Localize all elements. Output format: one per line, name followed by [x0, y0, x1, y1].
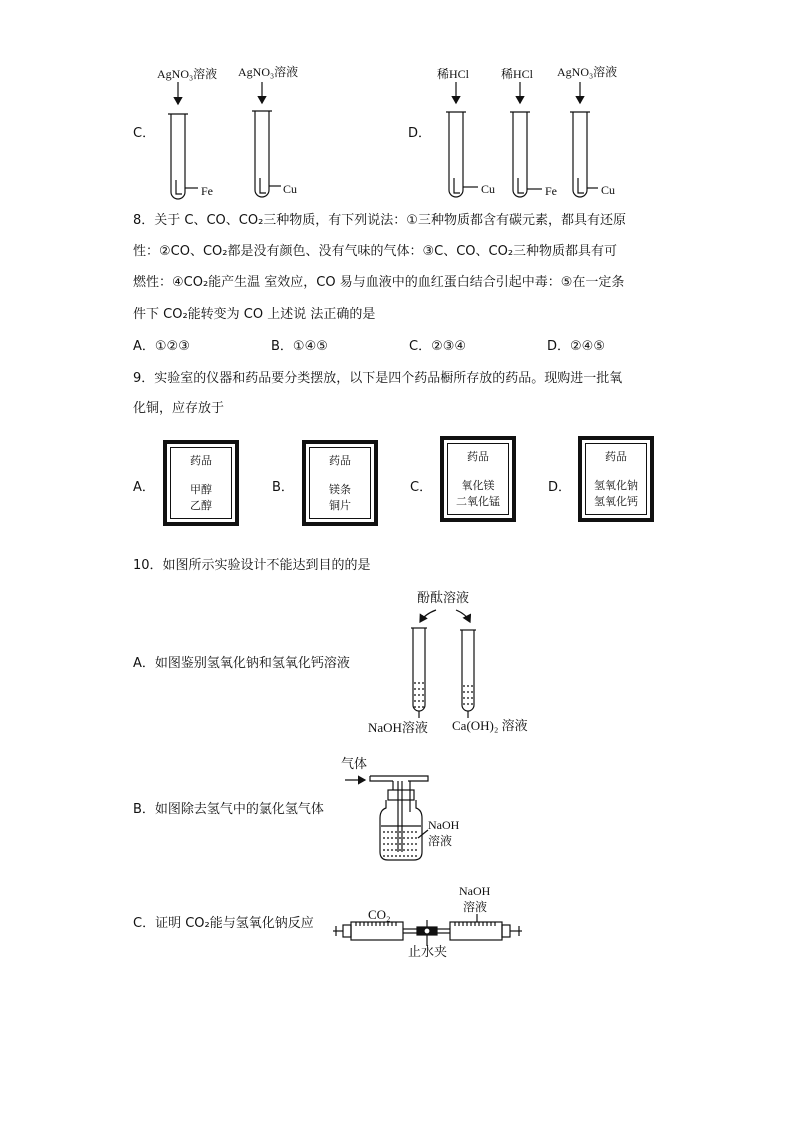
q10-b-solution-label-2: 溶液	[428, 834, 453, 848]
q10-c-syringes	[333, 914, 522, 946]
q10-a-tube-naoh	[411, 628, 427, 718]
q9-cabinet-c-item: 二氧化锰	[456, 495, 500, 508]
q8-line-4: 件下 CO₂能转变为 CO 上述说 法正确的是	[133, 307, 376, 322]
q10-a-reagent: 酚酞溶液	[417, 591, 470, 606]
q8-line-1: 8．关于 C、CO、CO₂三种物质，有下列说法：①三种物质都含有碳元素，都具有还原	[133, 213, 626, 228]
q10-b-gas-bottle	[345, 776, 428, 860]
q10-a-tube-caoh2	[460, 630, 476, 718]
q9-cabinet-d-header: 药品	[605, 450, 627, 463]
q7-d-tube1-metal: Cu	[481, 182, 496, 196]
q8-option-c[interactable]: C．②③④	[409, 339, 467, 354]
q9-cabinet-a-header: 药品	[190, 454, 212, 467]
q10-stem: 10．如图所示实验设计不能达到目的的是	[133, 558, 371, 573]
q8-option-d[interactable]: D．②④⑤	[547, 339, 605, 354]
q10-c-text: C．证明 CO₂能与氢氧化钠反应	[133, 916, 314, 931]
q7-d-tube3-reagent: AgNO₃溶液	[557, 65, 618, 79]
q7-c-tube2-metal: Cu	[283, 182, 298, 196]
q10-b-gas-label: 气体	[341, 757, 368, 772]
q10-a-text: A．如图鉴别氢氧化钠和氢氧化钙溶液	[133, 656, 350, 671]
q8-line-3: 燃性：④CO₂能产生温 室效应，CO 易与血液中的血红蛋白结合引起中毒：⑤在一定条	[133, 275, 625, 290]
q7-c-tube2-reagent: AgNO₃溶液	[238, 65, 299, 79]
q10-b-text: B．如图除去氢气中的氯化氢气体	[133, 802, 324, 817]
q10-a-tube1-label: NaOH溶液	[368, 720, 428, 735]
q7-c-tube1-metal: Fe	[201, 184, 213, 198]
q7-c-tube1-reagent: AgNO₃溶液	[157, 67, 218, 81]
q9-option-a-letter: A．	[133, 480, 155, 495]
q7-d-letter: D．	[408, 126, 432, 141]
q9-option-d-letter: D．	[548, 480, 572, 495]
q10-c-co2-label: CO₂	[368, 907, 391, 922]
q8-option-a[interactable]: A．①②③	[133, 339, 190, 354]
q9-cabinet-b-item: 铜片	[329, 499, 351, 512]
q7-c-tube1	[168, 82, 198, 199]
q7-d-tube2	[510, 82, 542, 197]
q9-cabinet-b-header: 药品	[329, 454, 351, 467]
q10-c-naoh-label-2: 溶液	[463, 900, 488, 914]
q9-cabinet-d-item: 氢氧化钙	[594, 495, 638, 508]
q8-line-2: 性：②CO、CO₂都是没有颜色、没有气味的气体：③C、CO、CO₂三种物质都具有可	[133, 244, 618, 259]
q9-cabinet-d	[578, 436, 654, 522]
q9-cabinet-d-item: 氢氧化钠	[594, 479, 638, 492]
q7-d-tube3	[570, 82, 598, 197]
q9-cabinet-b	[302, 440, 378, 526]
q10-c-naoh-label-1: NaOH	[459, 884, 491, 898]
q9-cabinet-a-item: 甲醇	[190, 483, 212, 496]
q9-cabinet-a-item: 乙醇	[190, 499, 212, 512]
q9-cabinet-c	[440, 436, 516, 522]
q9-cabinet-c-header: 药品	[467, 450, 489, 463]
q7-c-letter: C．	[133, 126, 156, 141]
q9-line-2: 化铜，应存放于	[133, 401, 225, 416]
q7-d-tube3-metal: Cu	[601, 183, 616, 197]
q10-a-tube2-label: Ca(OH)₂ 溶液	[452, 718, 528, 733]
q9-option-c-letter: C．	[410, 480, 433, 495]
q9-cabinet-a	[163, 440, 239, 526]
q10-a-arrows	[420, 610, 470, 622]
q9-cabinet-c-item: 氧化镁	[461, 479, 495, 492]
q7-d-tube1-reagent: 稀HCl	[437, 67, 470, 81]
q10-b-solution-label-1: NaOH	[428, 818, 460, 832]
q9-line-1: 9．实验室的仪器和药品要分类摆放，以下是四个药品橱所存放的药品。现购进一批氧	[133, 371, 623, 386]
q7-d-tube2-reagent: 稀HCl	[501, 67, 534, 81]
q10-c-clamp-label: 止水夹	[408, 945, 448, 960]
q7-d-tube1	[446, 82, 478, 197]
q9-cabinet-b-item: 镁条	[329, 483, 351, 496]
q7-c-tube2	[252, 82, 281, 197]
q8-option-b[interactable]: B．①④⑤	[271, 339, 328, 354]
q9-option-b-letter: B．	[272, 480, 294, 495]
q7-d-tube2-metal: Fe	[545, 184, 557, 198]
